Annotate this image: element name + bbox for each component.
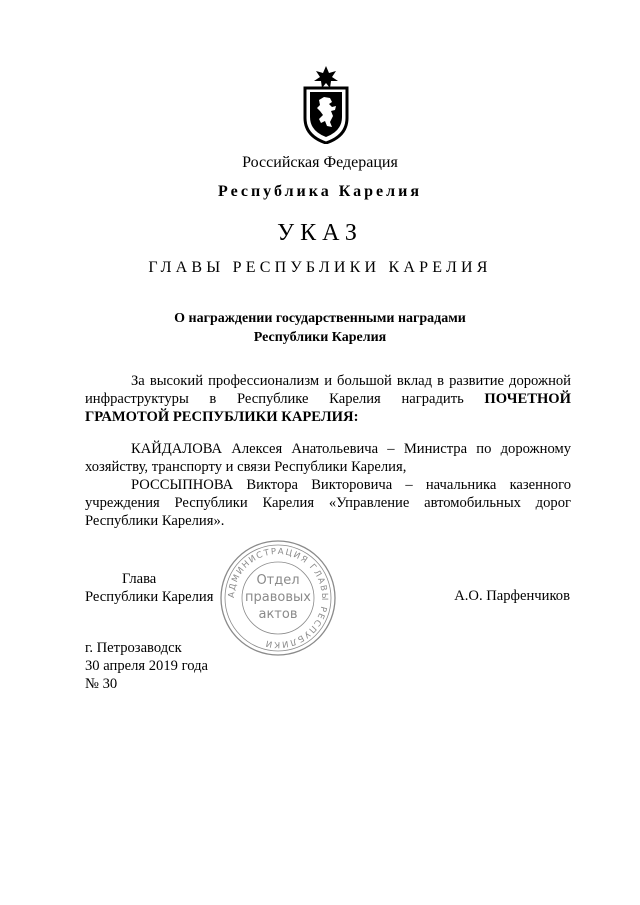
document-number: № 30: [85, 676, 118, 692]
award-paragraph: [85, 372, 571, 426]
country-name: Российская Федерация: [242, 154, 398, 171]
republic-name: Республика Карелия: [218, 183, 422, 200]
awardee-1: КАЙДАЛОВА Алексея Анатольевича – Министра по дорожному хозяйству, транспорту и связи Республики Карелия,: [85, 441, 571, 475]
awardee-2: РОССЫПНОВА Виктора Викторовича – начальника казенного учреждения Республики Карелия «Управление автомобильных дорог Республики Карелия».: [85, 477, 571, 529]
stamp-center-line-1: Отдел: [256, 573, 300, 588]
issue-date: 30 апреля 2019 года: [85, 658, 208, 674]
document-type: УКАЗ: [277, 220, 363, 246]
issuer-title: ГЛАВЫ РЕСПУБЛИКИ КАРЕЛИЯ: [148, 259, 492, 276]
subject-line-1: О награждении государственными наградами: [174, 311, 466, 326]
karelia-coat-of-arms-icon: [299, 66, 353, 144]
stamp-center-line-2: правовых: [245, 590, 311, 605]
subject-line-2: Республики Карелия: [253, 330, 387, 345]
document-footer: [85, 639, 208, 693]
award-text: За высокий профессионализм и большой вклад в развитие дорожной инфраструктуры в Республике Карелия наградить: [85, 373, 571, 407]
issue-city: г. Петрозаводск: [85, 640, 182, 656]
signatory-name: А.О. Парфенчиков: [454, 588, 570, 604]
official-stamp: [219, 539, 337, 657]
signatory-title-line-1: Глава: [122, 571, 157, 587]
award-name: ПОЧЕТНОЙ ГРАМОТОЙ РЕСПУБЛИКИ КАРЕЛИЯ:: [85, 391, 571, 425]
signatory-title: [85, 570, 213, 606]
stamp-center-line-3: актов: [258, 607, 298, 622]
signatory-title-line-2: Республики Карелия: [85, 589, 214, 605]
document-subject: [0, 309, 640, 347]
stamp-ring-text: АДМИНИСТРАЦИЯ ГЛАВЫ РЕСПУБЛИКИ: [226, 546, 330, 650]
